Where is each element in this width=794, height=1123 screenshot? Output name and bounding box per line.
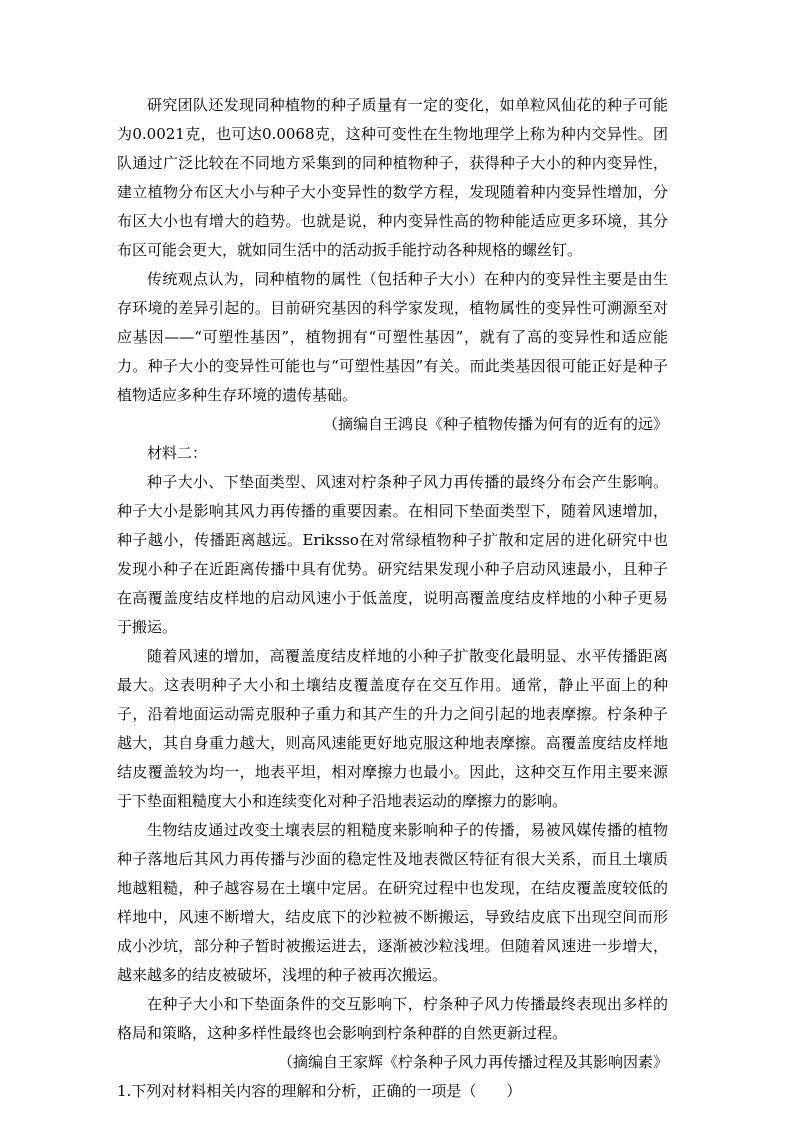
material-two-heading: 材料二：: [147, 444, 208, 462]
material-two-paragraph-3: 生物结皮通过改变土壤表层的粗糙度来影响种子的传播，易被风媒传播的植物种子落地后其风力再传播与沙面的稳定性及地表微区特征有很大关系，而且土壤质地越粗糙，种子越容易在土壤中定居。在研究过程中也发现，在结皮覆盖度较低的样地中，风速不断增大，结皮底下的沙粒被不断搬运，导致结皮底下出现空间而形成小沙坑，部分种子暂时被搬运进去，逐渐被沙粒浅埋。但随着风速进一步增大，越来越多的结皮被破坏，浅埋的种子被再次搬运。: [117, 821, 668, 984]
question-1: 1.下列对材料相关内容的理解和分析，正确的一项是（ ）: [117, 1082, 522, 1100]
document-page: [117, 91, 668, 1106]
material-two-source: （摘编自王家辉《柠条种子风力再传播过程及其影响因素》: [277, 1053, 668, 1071]
material-one-paragraph-2: 传统观点认为，同种植物的属性（包括种子大小）在种内的变异性主要是由生存环境的差异引起的。目前研究基因的科学家发现，植物属性的变异性可溯源至对应基因——“可塑性基因”，植物拥有“可塑性基因”，就有了高的变异性和适应能力。种子大小的变异性可能也与“可塑性基因”有关。而此类基因很可能正好是种子植物适应多种生存环境的遗传基础。: [117, 270, 668, 404]
material-one-source: （摘编自王鸿良《种子植物传播为何有的近有的远》: [322, 415, 668, 433]
material-two-paragraph-1: 种子大小、下垫面类型、风速对柠条种子风力再传播的最终分布会产生影响。种子大小是影响其风力再传播的重要因素。在相同下垫面类型下，随着风速增加，种子越小，传播距离越远。Eriksso在对常绿植物种子扩散和定居的进化研究中也发现小种子在近距离传播中具有优势。研究结果发现小种子启动风速最小，且种子在高覆盖度结皮样地的启动风速小于低盖度，说明高覆盖度结皮样地的小种子更易于搬运。: [117, 473, 668, 636]
material-two-paragraph-4: 在种子大小和下垫面条件的交互影响下，柠条种子风力传播最终表现出多样的格局和策略，这种多样性最终也会影响到柠条种群的自然更新过程。: [117, 995, 668, 1042]
material-one-paragraph-1: 研究团队还发现同种植物的种子质量有一定的变化，如单粒风仙花的种子可能为0.0021克，也可达0.0068克，这种可变性在生物地理学上称为种内交异性。团队通过广泛比较在不同地方采集到的同种植物种子，获得种子大小的种内变异性，建立植物分布区大小与种子大小变异性的数学方程，发现随着种内变异性增加，分布区大小也有增大的趋势。也就是说，种内变异性高的物种能适应更多环境，其分布区可能会更大，就如同生活中的活动扳手能拧动各种规格的螺丝钉。: [117, 96, 668, 259]
material-two-paragraph-2: 随着风速的增加，高覆盖度结皮样地的小种子扩散变化最明显、水平传播距离最大。这表明种子大小和土壤结皮覆盖度存在交互作用。通常，静止平面上的种子，沿着地面运动需克服种子重力和其产生的升力之间引起的地表摩擦。柠条种子越大，其自身重力越大，则高风速能更好地克服这种地表摩擦。高覆盖度结皮样地结皮覆盖较为均一，地表平坦，相对摩擦力也最小。因此，这种交互作用主要来源于下垫面粗糙度大小和连续变化对种子沿地表运动的摩擦力的影响。: [117, 647, 668, 810]
